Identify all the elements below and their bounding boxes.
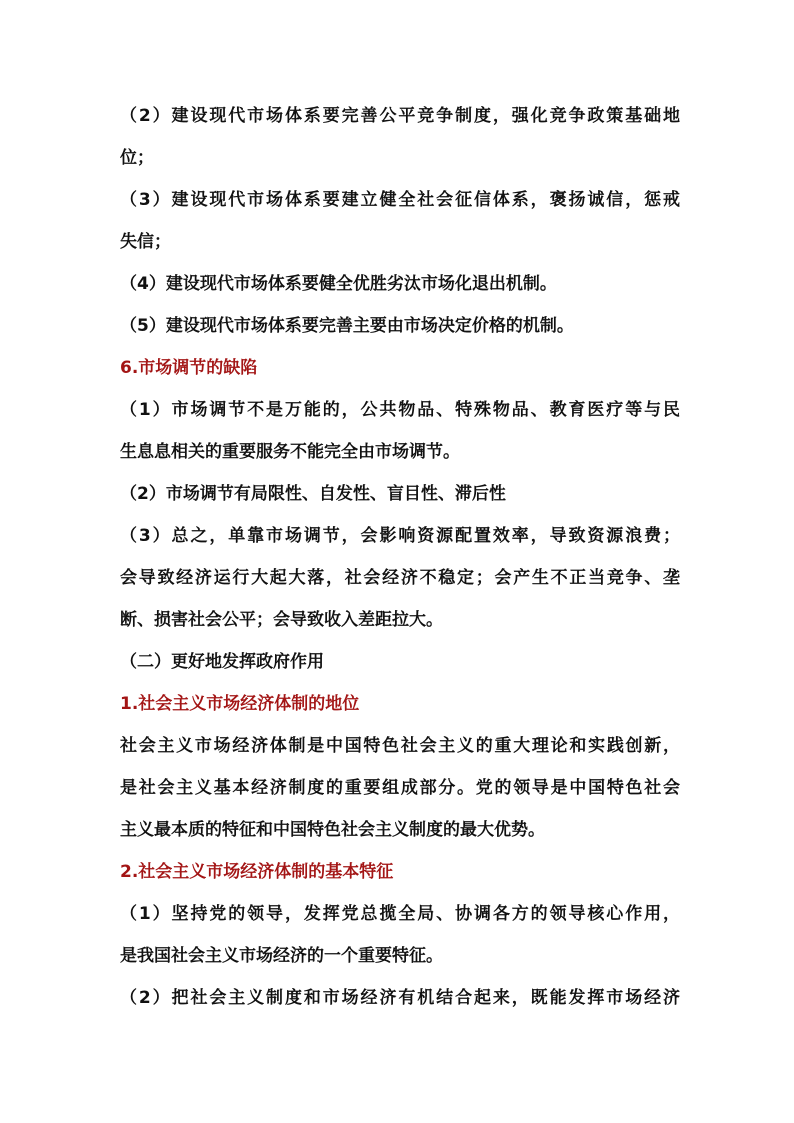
paragraph-line-17: 是社会主义基本经济制度的重要组成部分。党的领导是中国特色社会 bbox=[120, 778, 680, 798]
paragraph-line-1: （2）建设现代市场体系要完善公平竞争制度，强化竞争政策基础地 bbox=[120, 106, 680, 126]
paragraph-line-10: （2）市场调节有局限性、自发性、盲目性、滞后性 bbox=[120, 484, 506, 504]
paragraph-line-3: （3）建设现代市场体系要建立健全社会征信体系，褒扬诚信，惩戒 bbox=[120, 190, 680, 210]
section-heading-2: 2.社会主义市场经济体制的基本特征 bbox=[120, 862, 394, 882]
paragraph-line-12: 会导致经济运行大起大落，社会经济不稳定；会产生不正当竞争、垄 bbox=[120, 568, 680, 588]
paragraph-line-13: 断、损害社会公平；会导致收入差距拉大。 bbox=[120, 610, 443, 630]
paragraph-line-22: （2）把社会主义制度和市场经济有机结合起来，既能发挥市场经济 bbox=[120, 988, 680, 1008]
paragraph-line-21: 是我国社会主义市场经济的一个重要特征。 bbox=[120, 946, 443, 966]
paragraph-line-8: （1）市场调节不是万能的，公共物品、特殊物品、教育医疗等与民 bbox=[120, 400, 680, 420]
paragraph-line-5: （4）建设现代市场体系要健全优胜劣汰市场化退出机制。 bbox=[120, 274, 557, 294]
section-heading-1: 1.社会主义市场经济体制的地位 bbox=[120, 694, 360, 714]
paragraph-line-9: 生息息相关的重要服务不能完全由市场调节。 bbox=[120, 442, 460, 462]
paragraph-line-2: 位； bbox=[120, 148, 154, 168]
section-heading-6: 6.市场调节的缺陷 bbox=[120, 358, 258, 378]
paragraph-line-11: （3）总之，单靠市场调节，会影响资源配置效率，导致资源浪费； bbox=[120, 526, 680, 546]
paragraph-line-18: 主义最本质的特征和中国特色社会主义制度的最大优势。 bbox=[120, 820, 545, 840]
subsection-title: （二）更好地发挥政府作用 bbox=[120, 652, 324, 672]
paragraph-line-16: 社会主义市场经济体制是中国特色社会主义的重大理论和实践创新， bbox=[120, 736, 680, 756]
paragraph-line-6: （5）建设现代市场体系要完善主要由市场决定价格的机制。 bbox=[120, 316, 574, 336]
paragraph-line-20: （1）坚持党的领导，发挥党总揽全局、协调各方的领导核心作用， bbox=[120, 904, 680, 924]
paragraph-line-4: 失信； bbox=[120, 232, 171, 252]
